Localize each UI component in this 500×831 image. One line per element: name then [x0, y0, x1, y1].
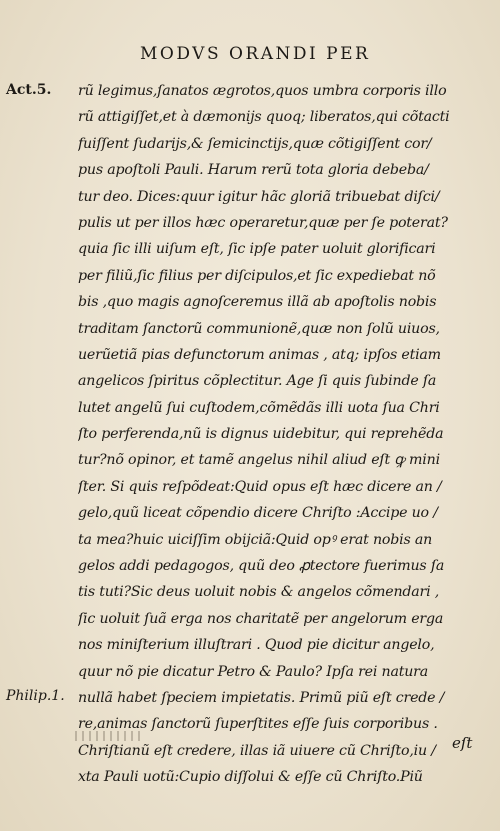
text-line: per filiũ,ſic filius per diſcipulos,et ſic expediebat nõ — [78, 267, 436, 284]
text-line: bis ,quo magis agnoſceremus illã ab apoſtolis nobis — [78, 294, 437, 311]
text-line: lutet angelũ ſui cuſtodem,cõmẽdãs illi uota ſua Chri — [78, 399, 440, 416]
text-line: pulis ut per illos hæc operaretur,quæ per ſe poterat? — [78, 214, 448, 231]
text-line: ſic uoluit ſuã erga nos charitatẽ per angelorum erga — [78, 610, 444, 627]
text-line: traditam ſanctorũ communionẽ,quæ non ſolũ uiuos, — [78, 320, 440, 337]
running-header: MODVS ORANDI PER — [140, 44, 371, 64]
text-line: gelo,quũ liceat cõpendio dicere Chriſto :Accipe uo / — [78, 505, 438, 522]
text-line: ſto perferenda,nũ is dignus uidebitur, qui reprehẽda — [78, 426, 444, 443]
margin-note-acts: Act.5. — [6, 82, 52, 98]
text-line: quur nõ pie dicatur Petro & Paulo? Ipſa rei natura — [78, 663, 428, 680]
ink-smudge — [75, 731, 145, 741]
text-line: tur deo. Dices:quur igitur hãc gloriã tribuebat diſci/ — [78, 188, 440, 205]
text-line: gelos addi pedagogos, quũ deo ꝓtectore fuerimus ſa — [78, 558, 445, 575]
text-line: nos miniſterium illuſtrari . Quod pie dicitur angelo, — [78, 637, 435, 654]
text-line: tis tuti?Sic deus uoluit nobis & angelos cõmendari , — [78, 584, 440, 601]
text-line: ta mea?huic uiciſſim obijciã:Quid opꝰ erat nobis an — [78, 531, 433, 548]
text-line: quia ſic illi uiſum eſt, ſic ipſe pater uoluit glorificari — [78, 241, 436, 258]
margin-note-philippians: Philip.1. — [6, 688, 65, 704]
text-line: ſter. Si quis reſpõdeat:Quid opus eſt hæc dicere an / — [78, 478, 442, 495]
text-line: rũ legimus,ſanatos ægrotos,quos umbra corporis illo — [78, 83, 447, 99]
text-line: tur?nõ opinor, et tamẽ angelus nihil aliud eſt ꝙ mini — [78, 452, 440, 469]
text-line: pus apoſtoli Pauli. Harum rerũ tota gloria debeba/ — [78, 162, 429, 179]
text-line: rũ attigiſſet,et à dæmonijs quoq; liberatos,qui cõtacti — [78, 109, 450, 126]
text-line: nullã habet ſpeciem impietatis. Primũ piũ eſt crede / — [78, 689, 445, 706]
body-text — [78, 78, 474, 791]
text-line: xta Pauli uotũ:Cupio diſſolui & eſſe cũ Chriſto.Piũ — [78, 769, 423, 786]
catchword: eſt — [452, 734, 473, 752]
text-line: Chriſtianũ eſt credere, illas iã uiuere cũ Chriſto,iu / — [78, 742, 436, 759]
text-line: fuiſſent ſudarijs,& ſemicinctijs,quæ cõtigiſſent cor/ — [78, 135, 432, 152]
text-line: uerũetiã pias defunctorum animas , atq; ipſos etiam — [78, 346, 441, 363]
text-line: re,animas ſanctorũ ſuperſtites eſſe ſuis corporibus . — [78, 716, 438, 733]
text-line: angelicos ſpiritus cõplectitur. Age ſi quis ſubinde ſa — [78, 373, 437, 390]
